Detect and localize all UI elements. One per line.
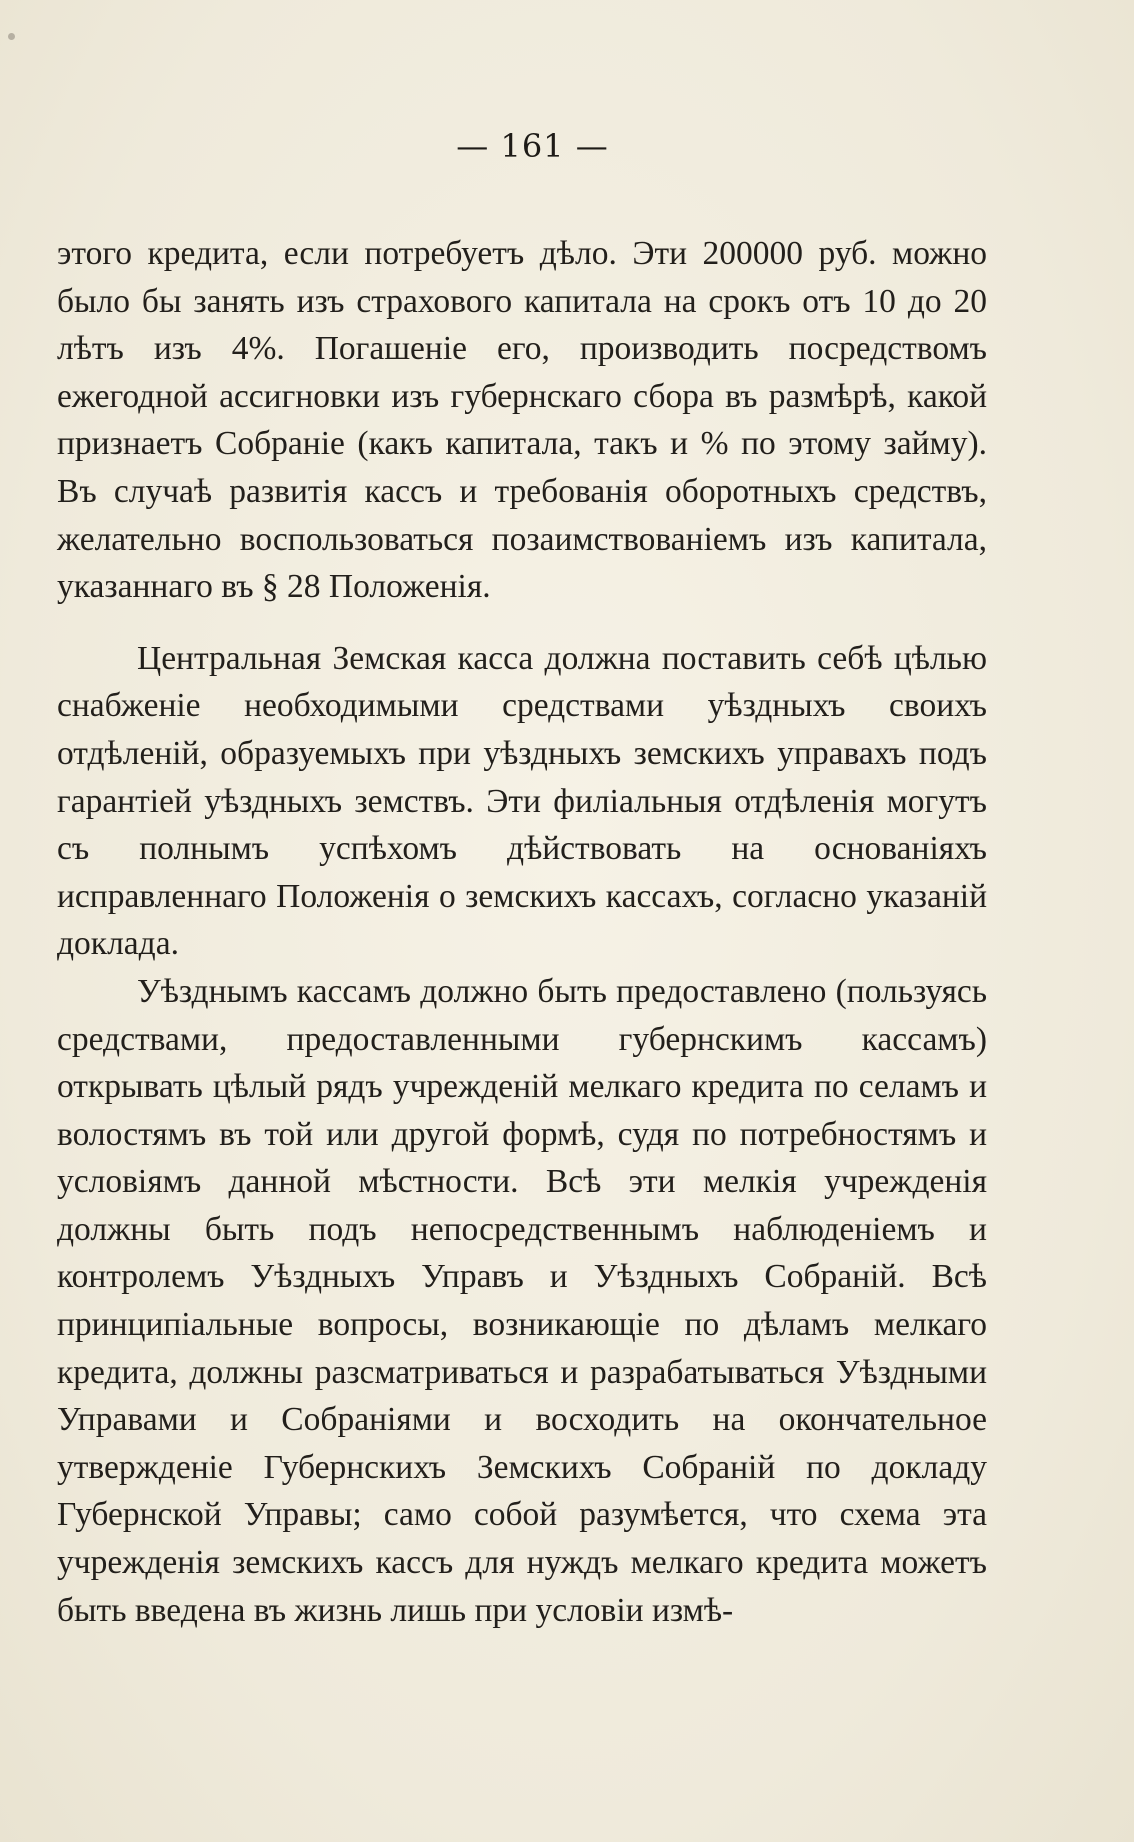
paragraph-1: этого кредита, если потребуетъ дѣло. Эти 200000 руб. можно было бы занять изъ страхового капитала на срокъ отъ 10 до 20 лѣтъ изъ 4%. Погашеніе его, производить посредствомъ ежегодной ассигновки изъ губернскаго сбора въ размѣрѣ, какой признаетъ Собраніе (какъ капитала, такъ и % по этому займу). Въ случаѣ развитія кассъ и требованія оборотныхъ средствъ, желательно воспользоваться позаимствованіемъ изъ капитала, указаннаго въ § 28 Положенія. [57,235,987,606]
paragraph-3: Уѣзднымъ кассамъ должно быть предоставлено (пользуясь средствами, предоставленными губернскимъ кассамъ) открывать цѣлый рядъ учрежденій мелкаго кредита по селамъ и волостямъ въ той или другой формѣ, судя по потребностямъ и условіямъ данной мѣстности. Всѣ эти мелкія учрежденія должны быть подъ непосредственнымъ наблюденіемъ и контролемъ Уѣздныхъ Управъ и Уѣздныхъ Собраній. Всѣ принципіальные вопросы, возникающіе по дѣламъ мелкаго кредита, должны разсматриваться и разрабатываться Уѣздными Управами и Собраніями и восходить на окончательное утвержденіе Губернскихъ Земскихъ Собраній по докладу Губернской Управы; само собой разумѣется, что схема эта учрежденія земскихъ кассъ для нуждъ мелкаго кредита можетъ быть введена въ жизнь лишь при условіи измѣ- [57,972,987,1629]
paragraph-gap [57,611,987,635]
body-text [57,230,987,1634]
page-number: — 161 — [456,127,609,165]
paragraph-2: Центральная Земская касса должна поставить себѣ цѣлью снабженіе необходимыми средствами уѣздныхъ своихъ отдѣленій, образуемыхъ при уѣздныхъ земскихъ управахъ подъ гарантіей уѣздныхъ земствъ. Эти филіальныя отдѣленія могутъ съ полнымъ успѣхомъ дѣйствовать на основаніяхъ исправленнаго Положенія о земскихъ кассахъ, согласно указаній доклада. [57,639,987,963]
paper-speck [8,33,15,40]
